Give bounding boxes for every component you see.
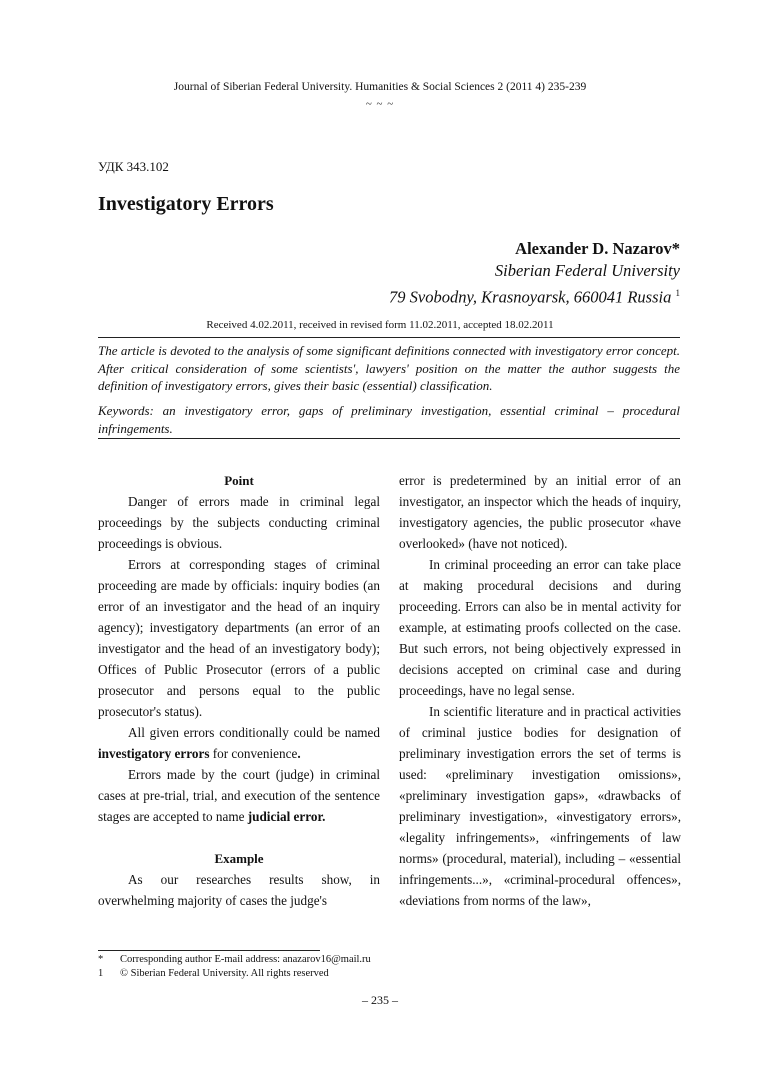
left-column: [98, 470, 380, 911]
section-heading-example: Example: [214, 851, 264, 866]
author-address-line: [389, 282, 680, 309]
text-run: All given errors conditionally could be named: [128, 725, 380, 740]
article-title: Investigatory Errors: [98, 193, 274, 215]
footnote-rule: [98, 950, 320, 951]
paragraph: As our researches results show, in overwhelming majority of cases the judge's: [98, 872, 380, 908]
page-number: – 235 –: [362, 993, 398, 1007]
header-separator: ~ ~ ~: [365, 98, 395, 110]
abstract-bottom-rule: [98, 438, 680, 439]
udk-code: УДК 343.102: [98, 159, 169, 174]
paragraph: Danger of errors made in criminal legal proceedings by the subjects conducting criminal proceedings is obvious.: [98, 494, 380, 551]
footnote: [98, 967, 329, 981]
paragraph: [98, 722, 380, 764]
address-footnote-mark: 1: [675, 288, 680, 298]
author-name: Alexander D. Nazarov*: [515, 239, 680, 258]
footnote-text: Corresponding author E-mail address: anazarov16@mail.ru: [120, 954, 371, 965]
paragraph: error is predetermined by an initial error of an investigator, an inspector which the heads of inquiry, investigatory agencies, the public prosecutor «have overlooked» (have not noticed).: [399, 473, 681, 551]
footnote: [98, 953, 371, 967]
text-run: Errors made by the court (judge) in criminal cases at pre-trial, trial, and execution of the sentence stages are accepted to name: [98, 767, 380, 824]
author-block: [389, 238, 680, 309]
paragraph: [98, 764, 380, 827]
received-dates: Received 4.02.2011, received in revised form 11.02.2011, accepted 18.02.2011: [206, 319, 554, 331]
paragraph: In scientific literature and in practical activities of criminal justice bodies for designation of preliminary investigation errors the set of terms is used: «preliminary investigation omissions», «preliminary investigation gaps», «drawbacks of preliminary investigation», «investigatory errors», «legality infringements», «infringements of law norms» (procedural, material), including – «essential infringements...», «criminal-procedural offences», «deviations from norms of the law»,: [399, 704, 681, 908]
paragraph: In criminal proceeding an error can take place at making procedural decisions and during proceeding. Errors can also be in mental activity for example, at estimating proofs collected on the case. But such errors, not being objectively expressed in decisions accepted on criminal case and during proceedings, have no legal sense.: [399, 557, 681, 698]
footnote-mark: 1: [98, 968, 104, 979]
bold-term: investigatory errors: [98, 746, 210, 761]
abstract-top-rule: [98, 337, 680, 338]
abstract: The article is devoted to the analysis of some significant definitions connected with investigatory error concept. After critical consideration of some scientists', lawyers' position on the matter the author suggests the definition of investigatory errors, gives their basic (essential) classification.: [98, 343, 680, 393]
journal-header: Journal of Siberian Federal University. Humanities & Social Sciences 2 (2011 4) 235-239: [173, 81, 587, 93]
bold-period: .: [297, 746, 301, 761]
footnote-mark: *: [98, 954, 104, 965]
bold-term: judicial error.: [247, 809, 326, 824]
author-address: 79 Svobodny, Krasnoyarsk, 660041 Russia: [389, 287, 672, 307]
text-run: for convenience: [209, 746, 298, 761]
keywords: Keywords: an investigatory error, gaps of preliminary investigation, essential criminal – procedural infringements.: [98, 403, 680, 436]
paragraph: Errors at corresponding stages of criminal proceeding are made by officials: inquiry bodies (an error of an investigator and the head of an inquiry agency); investigatory departments (an error of an investigator and the head of an investigatory body); Offices of Public Prosecutor (errors of a public prosecutor and persons equal to the public prosecutor's status).: [98, 557, 380, 719]
section-heading-point: Point: [224, 473, 254, 488]
right-column: [399, 470, 681, 911]
footnote-text: © Siberian Federal University. All rights reserved: [120, 968, 329, 979]
author-affiliation: Siberian Federal University: [494, 261, 680, 280]
